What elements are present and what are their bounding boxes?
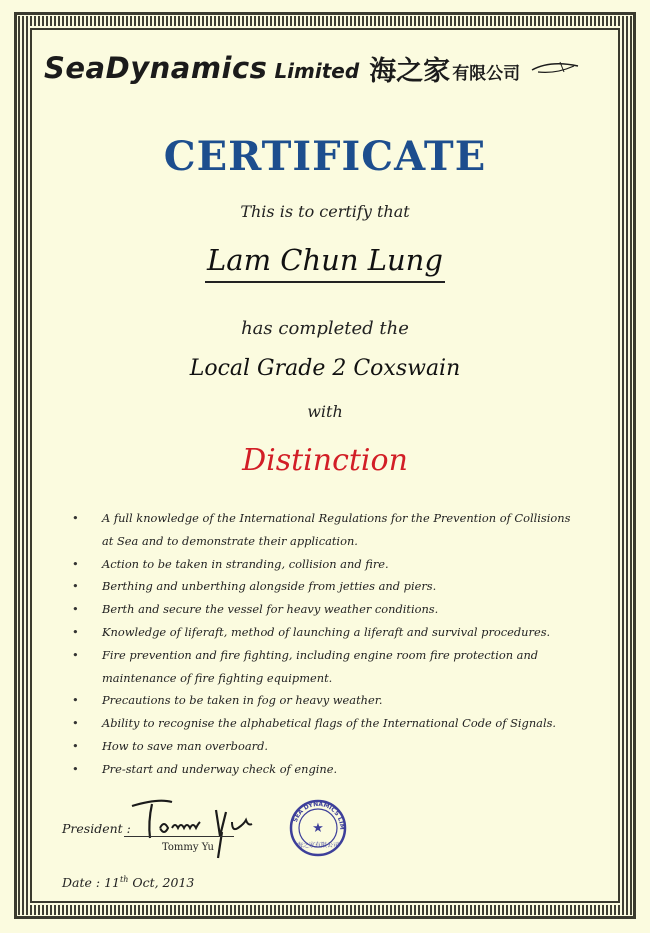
list-item	[72, 507, 582, 553]
list-item-text: Knowledge of liferaft, method of launching a liferaft and survival procedures.	[102, 624, 551, 639]
list-item-text: Pre-start and underway check of engine.	[102, 761, 338, 776]
list-item-text: Fire prevention and fire fighting, including engine room fire protection and maintenance of fire fighting equipment.	[102, 647, 539, 685]
bullet-icon: •	[72, 511, 79, 525]
svg-text:SEA DYNAMICS LIMITED: SEA DYNAMICS LIM	[291, 800, 346, 830]
list-item	[72, 758, 582, 781]
company-suffix: Limited	[274, 59, 360, 83]
date-day: 11	[104, 875, 120, 891]
list-item	[72, 689, 582, 712]
grade-distinction: Distinction	[242, 443, 408, 478]
list-item-text: How to save man overboard.	[102, 738, 268, 753]
svg-text:海之家有限公司: 海之家有限公司	[296, 842, 340, 849]
bullet-icon: •	[72, 738, 79, 753]
list-item	[72, 621, 582, 644]
bullet-icon: •	[72, 761, 79, 776]
bullet-icon: •	[72, 624, 79, 639]
completed-line: has completed the	[241, 318, 409, 339]
certificate-title: CERTIFICATE	[163, 133, 487, 180]
list-item	[72, 553, 582, 576]
bullet-icon: •	[72, 693, 79, 708]
list-item	[72, 598, 582, 621]
list-item-text: Precautions to be taken in fog or heavy weather.	[102, 693, 383, 708]
signatory-name: Tommy Yu	[162, 842, 214, 853]
bullet-icon: •	[72, 716, 79, 731]
list-item	[72, 575, 582, 598]
handwritten-signature	[128, 792, 278, 866]
company-name: SeaDynamics	[44, 51, 268, 85]
svg-text:★: ★	[312, 821, 324, 836]
bullet-icon: •	[72, 647, 79, 662]
issue-date	[62, 875, 194, 890]
with-line: with	[307, 402, 343, 421]
course-name: Local Grade 2 Coxswain	[189, 356, 461, 381]
list-item-text: Ability to recognise the alphabetical flags of the International Code of Signals.	[102, 716, 557, 731]
company-seal	[288, 798, 348, 862]
list-item	[72, 644, 582, 690]
company-name-cn: 海之家	[369, 55, 451, 87]
bullet-icon: •	[72, 556, 79, 571]
list-item-text: Action to be taken in stranding, collision and fire.	[102, 556, 389, 571]
president-label: President :	[62, 821, 131, 836]
list-item-text: Berth and secure the vessel for heavy weather conditions.	[102, 602, 439, 617]
certify-line: This is to certify that	[240, 202, 410, 221]
recipient-name: Lam Chun Lung	[205, 243, 445, 283]
date-ordinal: th	[119, 875, 129, 884]
date-label: Date :	[62, 875, 101, 891]
boat-swoosh-icon	[530, 58, 580, 82]
bullet-icon: •	[72, 579, 79, 594]
list-item	[72, 712, 582, 735]
list-item-text: Berthing and unberthing alongside from jetties and piers.	[102, 579, 437, 594]
bullet-icon: •	[72, 602, 79, 617]
company-suffix-cn: 有限公司	[452, 63, 521, 84]
list-item	[72, 735, 582, 758]
signature-line	[124, 836, 234, 837]
date-rest: Oct, 2013	[128, 875, 195, 891]
competency-list	[72, 507, 582, 781]
company-header	[44, 48, 614, 88]
list-item-text: A full knowledge of the International Regulations for the Prevention of Collisions at Sea and to demonstrate their application.	[102, 511, 571, 548]
